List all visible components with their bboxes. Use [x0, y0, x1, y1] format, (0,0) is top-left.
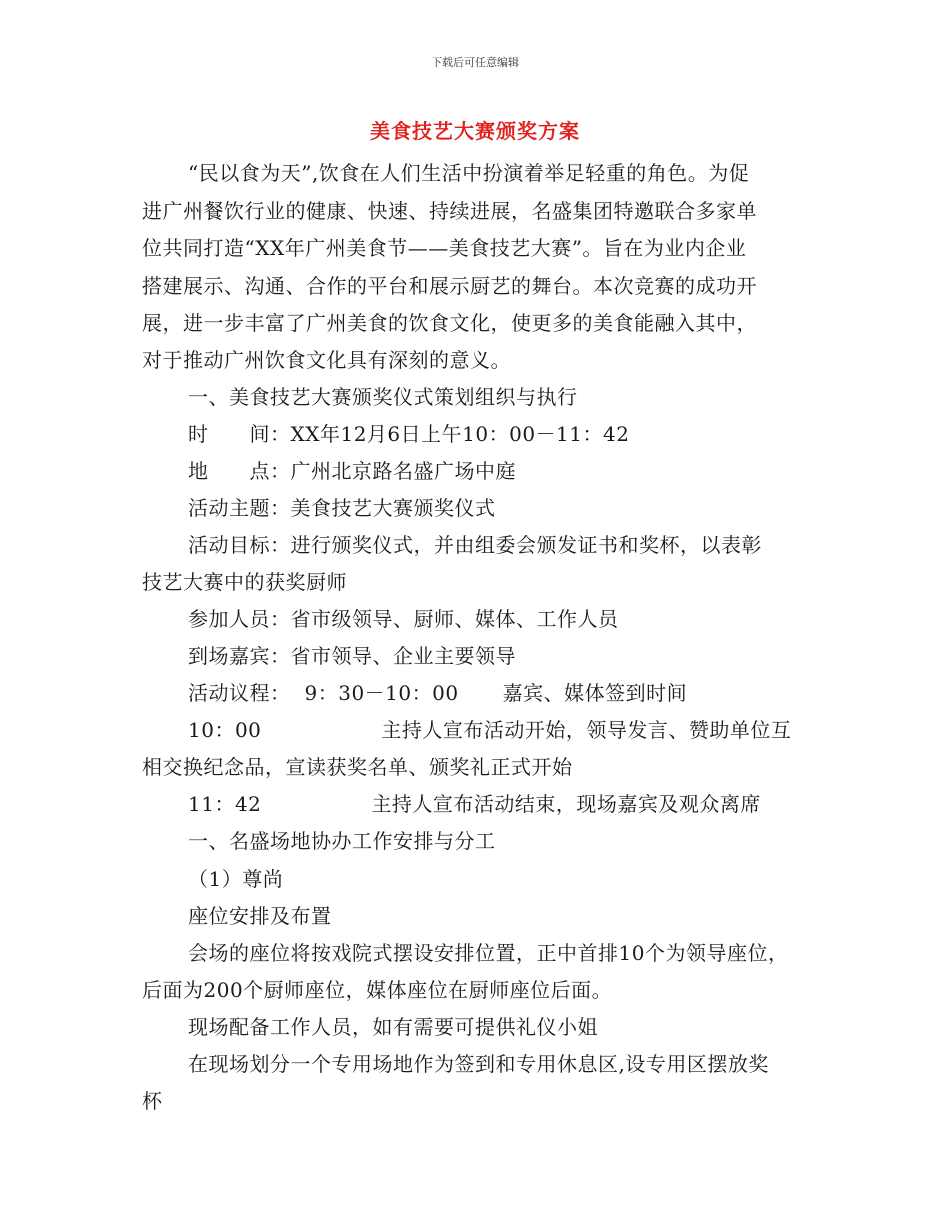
agenda-text-1: 嘉宾、媒体签到时间 — [502, 681, 688, 705]
area-line-2: 杯 — [142, 1089, 163, 1113]
theme-line: 活动主题：美食技艺大赛颁奖仪式 — [188, 496, 496, 520]
seating-line-1: 会场的座位将按戏院式摆设安排位置，正中首排10个为领导座位， — [188, 941, 789, 965]
page-header: 下载后可任意编辑 — [431, 56, 519, 69]
intro-line-3: 位共同打造“XX年广州美食节——美食技艺大赛”。旨在为业内企业 — [142, 236, 747, 260]
time-value: XX年12月6日上午10：00－11：42 — [290, 422, 630, 446]
time-line — [188, 421, 629, 447]
guests-line: 到场嘉宾：省市领导、企业主要领导 — [188, 644, 516, 668]
intro-line-2: 进广州餐饮行业的健康、快速、持续进展，名盛集团特邀联合多家单 — [142, 199, 757, 223]
seating-line-2: 后面为200个厨师座位，媒体座位在厨师座位后面。 — [142, 978, 613, 1002]
agenda-time-2: 10：00 — [188, 718, 262, 742]
section-heading-2: 一、名盛场地协办工作安排与分工 — [188, 829, 496, 853]
agenda-row-2-cont: 相交换纪念品，宣读获奖名单、颁奖礼正式开始 — [142, 755, 573, 779]
intro-line-4: 搭建展示、沟通、合作的平台和展示厨艺的舞台。本次竞赛的成功开 — [142, 274, 757, 298]
place-value: 广州北京路名盛广场中庭 — [290, 459, 516, 483]
goal-line-2: 技艺大赛中的获奖厨师 — [142, 570, 347, 594]
document-title: 美食技艺大赛颁奖方案 — [370, 119, 580, 143]
agenda-row-1 — [188, 680, 687, 706]
participants-line: 参加人员：省市级领导、厨师、媒体、工作人员 — [188, 607, 619, 631]
agenda-time-3: 11：42 — [188, 792, 262, 816]
intro-line-1: “民以食为天”,饮食在人们生活中扮演着举足轻重的角色。为促 — [188, 161, 750, 185]
section-heading-1: 一、美食技艺大赛颁奖仪式策划组织与执行 — [188, 385, 578, 409]
place-label: 地 点： — [188, 459, 291, 483]
agenda-label: 活动议程： — [188, 681, 291, 705]
agenda-row-2 — [188, 717, 791, 743]
goal-line-1: 活动目标：进行颁奖仪式，并由组委会颁发证书和奖杯，以表彰 — [188, 533, 762, 557]
staff-line: 现场配备工作人员，如有需要可提供礼仪小姐 — [188, 1015, 598, 1039]
area-line-1: 在现场划分一个专用场地作为签到和专用休息区,设专用区摆放奖 — [188, 1052, 769, 1076]
agenda-time-1: 9：30－10：00 — [304, 681, 459, 705]
time-label: 时 间： — [188, 422, 291, 446]
agenda-text-3: 主持人宣布活动结束，现场嘉宾及观众离席 — [371, 792, 761, 816]
seating-title: 座位安排及布置 — [188, 904, 332, 928]
subsection-heading: （1）尊尚 — [188, 867, 284, 891]
agenda-text-2: 主持人宣布活动开始，领导发言、赞助单位互 — [381, 718, 792, 742]
intro-line-6: 对于推动广州饮食文化具有深刻的意义。 — [142, 348, 511, 372]
agenda-row-3 — [188, 791, 761, 817]
intro-line-5: 展，进一步丰富了广州美食的饮食文化，使更多的美食能融入其中， — [142, 311, 757, 335]
place-line — [188, 458, 516, 484]
